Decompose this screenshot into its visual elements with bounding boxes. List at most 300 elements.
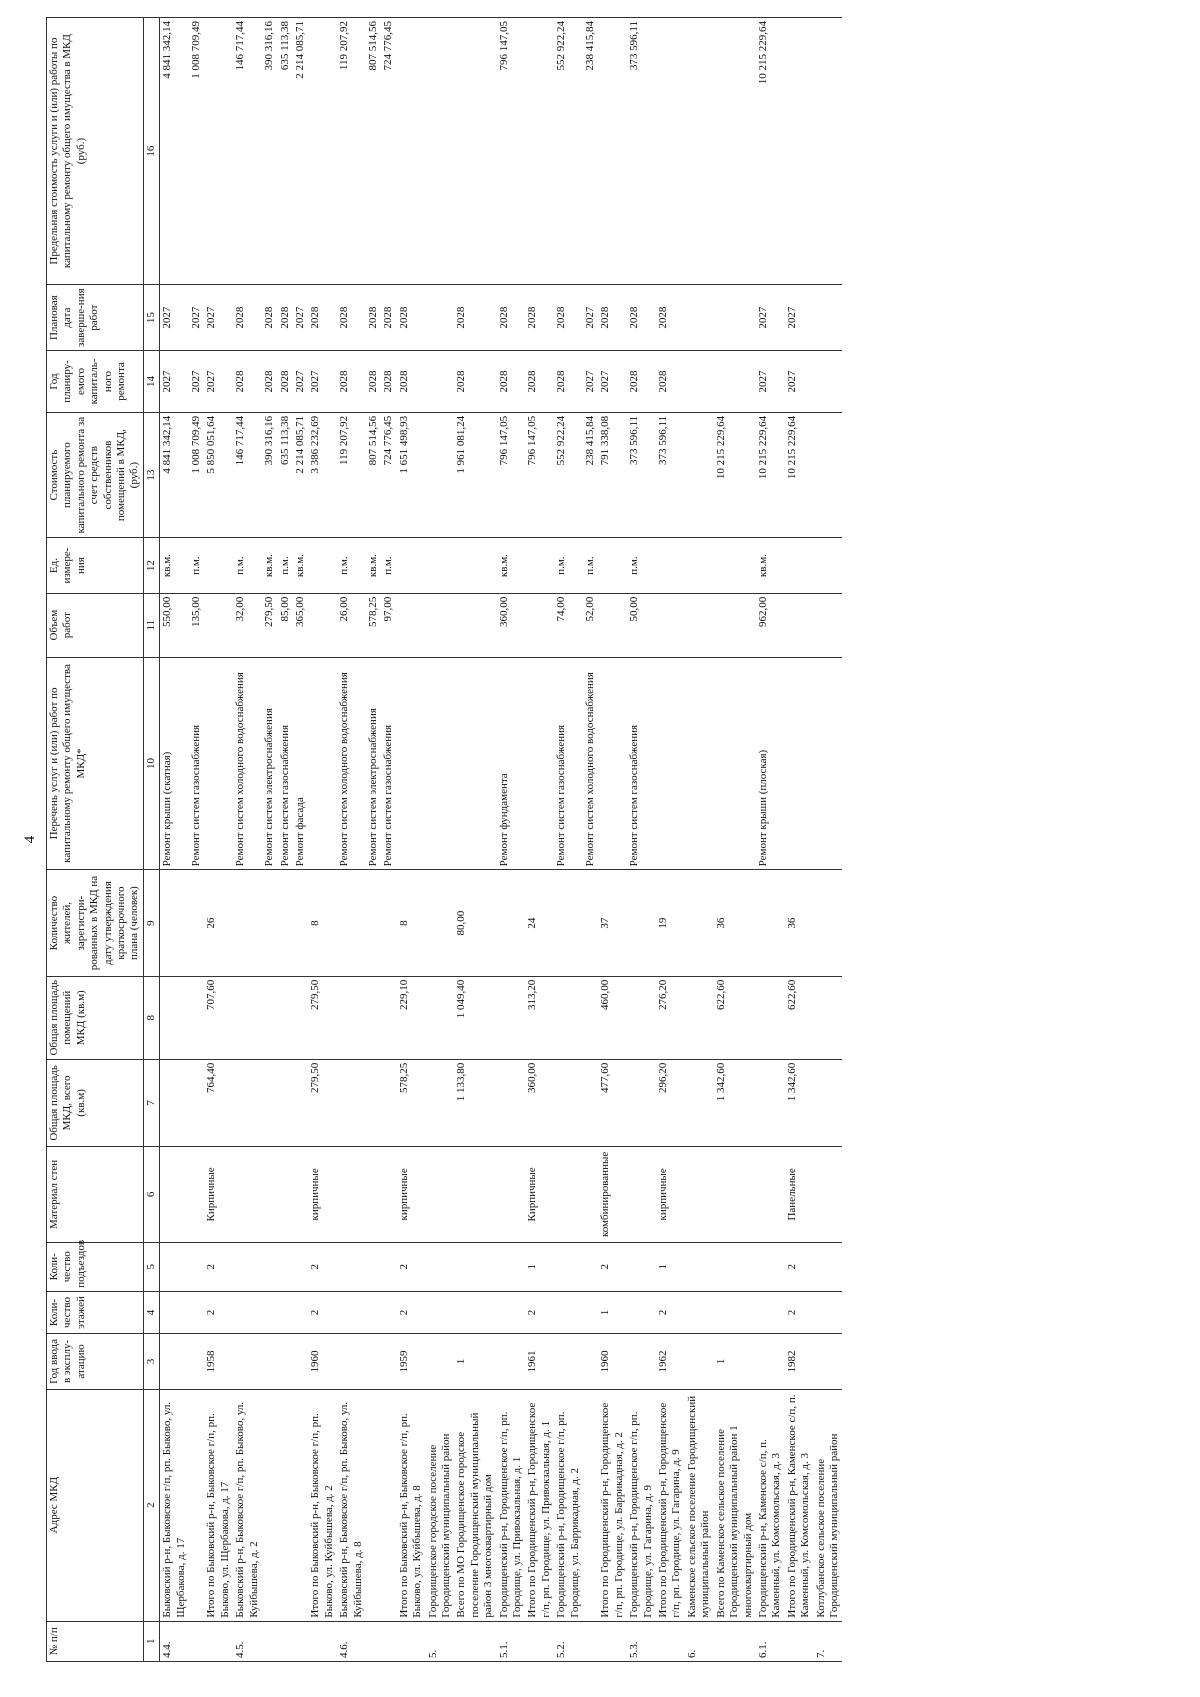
table-cell <box>685 593 714 657</box>
table-cell: 2 214 085,71 <box>293 412 308 538</box>
table-cell <box>497 1334 526 1389</box>
table-cell: 2028 <box>454 285 496 351</box>
table-row <box>337 18 366 1662</box>
table-cell <box>554 976 583 1059</box>
table-cell <box>189 1059 204 1146</box>
table-cell: 1 133,80 <box>454 1059 496 1146</box>
table-cell <box>497 1147 526 1243</box>
table-row <box>583 18 598 1662</box>
table-cell: 7. <box>814 1621 843 1661</box>
table-cell: п.м. <box>233 538 262 593</box>
table-cell: 2027 <box>160 285 189 351</box>
table-cell: 2027 <box>785 285 814 351</box>
table-cell <box>814 657 843 870</box>
table-cell: Итого по Быковский р-н, Быковское г/п, рп. Быково, ул. Куйбышева, д. 8 <box>397 1389 426 1621</box>
table-cell: 3 386 232,69 <box>308 412 337 538</box>
table-cell: 4.5. <box>233 1621 262 1661</box>
table-cell: 26 <box>204 870 233 976</box>
table-cell: 477,60 <box>598 1059 627 1146</box>
table-cell <box>685 18 714 285</box>
table-row <box>598 18 627 1662</box>
table-cell: 238 415,84 <box>583 412 598 538</box>
table-cell: 1960 <box>598 1334 627 1389</box>
table-cell <box>583 1621 598 1661</box>
table-cell <box>381 870 396 976</box>
table-cell: кирпичные <box>656 1147 685 1243</box>
table-cell <box>293 1334 308 1389</box>
table-cell: 135,00 <box>189 593 204 657</box>
table-cell <box>598 593 627 657</box>
table-cell: Итого по Городищенский р-н, Городищенское г/п, рп. Городище, ул. Баррикадная, д. 2 <box>598 1389 627 1621</box>
table-cell: п.м. <box>627 538 656 593</box>
table-cell <box>814 538 843 593</box>
table-cell <box>814 18 843 285</box>
table-cell <box>714 351 756 413</box>
table-cell: Городищенский р-н, Городищенское г/п, рп. Городище, ул. Баррикадная, д. 2 <box>554 1389 583 1621</box>
table-cell: 1 342,60 <box>714 1059 756 1146</box>
table-cell: Ремонт систем холодного водоснабжения <box>233 657 262 870</box>
table-cell: 2028 <box>278 285 293 351</box>
table-cell: 360,00 <box>497 593 526 657</box>
table-cell <box>814 976 843 1059</box>
table-cell <box>160 1059 189 1146</box>
table-cell <box>426 1291 455 1334</box>
table-cell <box>278 976 293 1059</box>
page-number: 4 <box>22 835 38 844</box>
rotated-landscape-sheet <box>16 17 1166 1662</box>
table-cell <box>454 1147 496 1243</box>
table-cell: 2027 <box>756 351 785 413</box>
table-cell <box>308 657 337 870</box>
table-row <box>685 18 714 1662</box>
table-cell <box>685 1147 714 1243</box>
table-cell: 313,20 <box>525 976 554 1059</box>
table-cell <box>627 1059 656 1146</box>
table-cell: Ремонт систем газоснабжения <box>189 657 204 870</box>
table-cell <box>685 976 714 1059</box>
table-cell <box>656 538 685 593</box>
table-cell: Городищенский р-н, Городищенское г/п, рп. Городище, ул. Привокзальная, д. 1 <box>497 1389 526 1621</box>
table-cell: 5.2. <box>554 1621 583 1661</box>
table-cell <box>525 1621 554 1661</box>
table-cell: 2028 <box>627 351 656 413</box>
table-cell <box>381 1147 396 1243</box>
table-cell: 796 147,05 <box>525 412 554 538</box>
table-cell: 2028 <box>366 285 381 351</box>
table-cell <box>497 1291 526 1334</box>
table-cell: Ремонт систем холодного водоснабжения <box>337 657 366 870</box>
table-cell: кв.м. <box>366 538 381 593</box>
table-cell: Итого по Городищенский р-н, Каменское с/п, п. Каменный, ул. Комсомольская, д. 3 <box>785 1389 814 1621</box>
table-cell <box>160 1334 189 1389</box>
table-cell: 229,10 <box>397 976 426 1059</box>
table-cell: 2028 <box>337 285 366 351</box>
table-row <box>656 18 685 1662</box>
table-cell: 1 049,40 <box>454 976 496 1059</box>
table-cell <box>714 18 756 285</box>
table-cell <box>204 18 233 285</box>
table-cell: 373 596,11 <box>656 412 685 538</box>
table-cell <box>525 593 554 657</box>
table-cell: Ремонт фундамента <box>497 657 526 870</box>
table-cell <box>204 657 233 870</box>
table-cell: 2 <box>525 1291 554 1334</box>
table-cell <box>278 1334 293 1389</box>
table-cell: Быковский р-н, Быковское г/п, рп. Быково, ул. Щербакова, д. 17 <box>160 1389 189 1621</box>
table-cell <box>189 1621 204 1661</box>
table-cell: 6. <box>685 1621 714 1661</box>
table-cell: Итого по Городищенский р-н, Городищенское г/п, рп. Городище, ул. Гагарина, д. 9 <box>656 1389 685 1621</box>
table-cell <box>525 657 554 870</box>
table-cell: 707,60 <box>204 976 233 1059</box>
table-cell <box>454 593 496 657</box>
table-cell <box>426 1334 455 1389</box>
table-cell: кв.м. <box>293 538 308 593</box>
table-cell <box>814 285 843 351</box>
table-cell: 622,60 <box>785 976 814 1059</box>
table-row <box>293 18 308 1662</box>
table-cell: Итого по Быковский р-н, Быковское г/п, рп. Быково, ул. Куйбышева, д. 2 <box>308 1389 337 1621</box>
table-cell <box>337 1242 366 1291</box>
table-cell <box>278 1621 293 1661</box>
table-cell: Ремонт крыши (плоская) <box>756 657 785 870</box>
table-cell <box>714 657 756 870</box>
table-cell: 4.4. <box>160 1621 189 1661</box>
table-cell: 2 <box>598 1242 627 1291</box>
table-cell: 2028 <box>366 351 381 413</box>
table-cell <box>426 1059 455 1146</box>
table-cell: 1 961 081,24 <box>454 412 496 538</box>
table-cell: 635 113,38 <box>278 412 293 538</box>
table-cell <box>366 1389 381 1621</box>
table-row <box>160 18 189 1662</box>
table-cell: кирпичные <box>397 1147 426 1243</box>
table-cell <box>497 976 526 1059</box>
table-cell <box>756 1291 785 1334</box>
table-cell: 578,25 <box>397 1059 426 1146</box>
header-row <box>47 18 144 1662</box>
table-cell <box>554 1147 583 1243</box>
table-cell: 2028 <box>656 351 685 413</box>
column-number: 3 <box>143 1334 159 1389</box>
column-number-row <box>143 18 159 1662</box>
table-cell: комбинированные <box>598 1147 627 1243</box>
table-cell <box>160 1242 189 1291</box>
table-cell <box>337 976 366 1059</box>
table-cell <box>814 1291 843 1334</box>
table-header <box>47 18 160 1662</box>
table-cell: 1 <box>714 1334 756 1389</box>
table-cell <box>189 1291 204 1334</box>
table-cell <box>233 870 262 976</box>
table-cell <box>656 18 685 285</box>
table-cell <box>497 1242 526 1291</box>
table-cell <box>381 1389 396 1621</box>
column-header-12: Ед. измере-ния <box>47 538 144 593</box>
table-cell: Итого по Быковский р-н, Быковское г/п, рп. Быково, ул. Щербакова, д. 17 <box>204 1389 233 1621</box>
table-cell: Кирпичные <box>525 1147 554 1243</box>
table-cell: 390 316,16 <box>262 412 277 538</box>
table-cell <box>366 1059 381 1146</box>
table-cell <box>189 1389 204 1621</box>
table-cell: 5 850 051,64 <box>204 412 233 538</box>
table-cell: 1 <box>656 1242 685 1291</box>
table-cell: 2 <box>656 1291 685 1334</box>
table-cell <box>814 1059 843 1146</box>
table-cell <box>278 1291 293 1334</box>
table-cell: 2 <box>785 1291 814 1334</box>
table-cell: 2 <box>308 1242 337 1291</box>
table-cell: Ремонт систем газоснабжения <box>627 657 656 870</box>
table-cell: 36 <box>785 870 814 976</box>
table-cell <box>497 870 526 976</box>
table-cell <box>756 976 785 1059</box>
table-cell: 2028 <box>497 351 526 413</box>
table-cell <box>685 351 714 413</box>
table-body <box>160 18 843 1662</box>
table-cell: 390 316,16 <box>262 18 277 285</box>
table-cell <box>293 1059 308 1146</box>
column-header-13: Стоимость планируемого капитального ремонта за счет средств собственников помещений в МКД, (руб.) <box>47 412 144 538</box>
table-cell: 296,20 <box>656 1059 685 1146</box>
table-cell <box>381 1242 396 1291</box>
table-cell <box>454 18 496 285</box>
table-cell: 2028 <box>262 285 277 351</box>
table-cell <box>293 1291 308 1334</box>
table-cell <box>337 1059 366 1146</box>
table-cell <box>814 1147 843 1243</box>
table-cell: 2027 <box>756 285 785 351</box>
table-cell <box>397 538 426 593</box>
table-cell <box>785 18 814 285</box>
column-number: 5 <box>143 1242 159 1291</box>
table-cell: п.м. <box>381 538 396 593</box>
table-cell <box>583 976 598 1059</box>
table-cell: 2027 <box>189 285 204 351</box>
table-cell: Городищенский р-н, Городищенское г/п, рп. Городище, ул. Гагарина, д. 9 <box>627 1389 656 1621</box>
table-cell: Ремонт систем электроснабжения <box>262 657 277 870</box>
table-cell <box>204 593 233 657</box>
table-cell: 460,00 <box>598 976 627 1059</box>
table-cell <box>583 1059 598 1146</box>
table-cell: 2027 <box>189 351 204 413</box>
table-cell: кв.м. <box>262 538 277 593</box>
table-cell <box>554 1242 583 1291</box>
table-cell <box>293 976 308 1059</box>
table-cell <box>756 1334 785 1389</box>
table-cell: 146 717,44 <box>233 412 262 538</box>
table-cell: 2028 <box>308 285 337 351</box>
table-cell <box>656 593 685 657</box>
table-cell: 622,60 <box>714 976 756 1059</box>
table-cell: 2028 <box>554 285 583 351</box>
table-cell <box>366 1621 381 1661</box>
table-cell <box>627 870 656 976</box>
table-cell: 1 <box>525 1242 554 1291</box>
table-cell <box>685 538 714 593</box>
table-cell <box>454 1621 496 1661</box>
table-cell: 2028 <box>525 351 554 413</box>
table-cell: Ремонт систем газоснабжения <box>381 657 396 870</box>
table-cell: 791 338,08 <box>598 412 627 538</box>
table-row <box>756 18 785 1662</box>
table-row <box>308 18 337 1662</box>
table-cell <box>262 1242 277 1291</box>
table-cell <box>337 1147 366 1243</box>
table-row <box>714 18 756 1662</box>
table-cell <box>685 1334 714 1389</box>
table-cell <box>160 1291 189 1334</box>
table-cell: 24 <box>525 870 554 976</box>
table-row <box>426 18 455 1662</box>
table-cell <box>278 1147 293 1243</box>
table-cell: 2028 <box>656 285 685 351</box>
table-cell <box>262 1059 277 1146</box>
table-cell <box>627 1147 656 1243</box>
table-cell <box>381 1291 396 1334</box>
table-cell <box>685 657 714 870</box>
table-cell <box>497 1059 526 1146</box>
table-cell <box>397 1621 426 1661</box>
table-cell <box>454 657 496 870</box>
table-row <box>381 18 396 1662</box>
table-cell: 8 <box>397 870 426 976</box>
table-cell: 578,25 <box>366 593 381 657</box>
table-cell <box>233 976 262 1059</box>
table-cell: 10 215 229,64 <box>756 18 785 285</box>
table-cell <box>262 1291 277 1334</box>
table-cell <box>397 657 426 870</box>
table-cell: 552 922,24 <box>554 412 583 538</box>
table-cell: Итого по Городищенский р-н, Городищенское г/п, рп. Городище, ул. Привокзальная, д. 1 <box>525 1389 554 1621</box>
table-cell <box>785 657 814 870</box>
table-row <box>189 18 204 1662</box>
table-cell: 2 <box>204 1242 233 1291</box>
table-cell: 807 514,56 <box>366 18 381 285</box>
table-cell <box>308 593 337 657</box>
table-cell: 74,00 <box>554 593 583 657</box>
table-cell: Каменское сельское поселение Городищенский муниципальный район <box>685 1389 714 1621</box>
table-cell <box>583 870 598 976</box>
table-cell: п.м. <box>337 538 366 593</box>
table-cell: 2027 <box>293 351 308 413</box>
table-row <box>278 18 293 1662</box>
table-cell <box>308 1621 337 1661</box>
table-cell <box>598 1621 627 1661</box>
table-cell: 807 514,56 <box>366 412 381 538</box>
table-cell: 119 207,92 <box>337 18 366 285</box>
table-cell <box>262 1147 277 1243</box>
table-row <box>204 18 233 1662</box>
table-cell: 19 <box>656 870 685 976</box>
table-cell: кв.м. <box>497 538 526 593</box>
table-cell: 6.1. <box>756 1621 785 1661</box>
table-cell: 1962 <box>656 1334 685 1389</box>
table-cell <box>583 1291 598 1334</box>
table-cell <box>278 1389 293 1621</box>
table-row <box>262 18 277 1662</box>
table-cell <box>293 1621 308 1661</box>
table-cell <box>278 870 293 976</box>
table-cell <box>426 976 455 1059</box>
table-cell: 796 147,05 <box>497 412 526 538</box>
table-cell <box>814 1334 843 1389</box>
table-cell: 10 215 229,64 <box>785 412 814 538</box>
table-cell: 2028 <box>278 351 293 413</box>
table-cell: 1 008 709,49 <box>189 412 204 538</box>
capital-repair-plan-table <box>46 17 842 1662</box>
table-cell <box>160 1147 189 1243</box>
column-number: 10 <box>143 657 159 870</box>
column-header-6: Материал стен <box>47 1147 144 1243</box>
table-cell <box>598 18 627 285</box>
table-cell: 2 <box>785 1242 814 1291</box>
table-cell: 8 <box>308 870 337 976</box>
table-cell <box>756 1147 785 1243</box>
table-cell: 2 <box>308 1291 337 1334</box>
table-cell: п.м. <box>583 538 598 593</box>
table-row <box>814 18 843 1662</box>
table-cell <box>189 1242 204 1291</box>
table-cell: 2028 <box>262 351 277 413</box>
column-header-10: Перечень услуг и (или) работ по капитальному ремонту общего имущества МКД* <box>47 657 144 870</box>
table-cell: Всего по МО Городищенское городское поселение Городищенский муниципальный район 3 многоквартирный дом <box>454 1389 496 1621</box>
table-cell: 550,00 <box>160 593 189 657</box>
table-cell: 2027 <box>293 285 308 351</box>
table-cell: 1959 <box>397 1334 426 1389</box>
table-cell: 2028 <box>337 351 366 413</box>
table-cell: Ремонт фасада <box>293 657 308 870</box>
table-cell <box>204 538 233 593</box>
table-cell <box>262 1334 277 1389</box>
table-cell: 2 <box>397 1242 426 1291</box>
column-header-7: Общая площадь МКД, всего (кв.м) <box>47 1059 144 1146</box>
table-cell: 4 841 342,14 <box>160 18 189 285</box>
table-cell <box>814 1242 843 1291</box>
table-cell: 276,20 <box>656 976 685 1059</box>
table-cell <box>233 1334 262 1389</box>
table-cell: 4.6. <box>337 1621 366 1661</box>
table-cell <box>426 1147 455 1243</box>
column-number: 7 <box>143 1059 159 1146</box>
table-cell: п.м. <box>554 538 583 593</box>
table-cell <box>714 285 756 351</box>
table-cell: 10 215 229,64 <box>756 412 785 538</box>
table-cell <box>627 976 656 1059</box>
table-cell <box>554 1334 583 1389</box>
table-cell: Быковский р-н, Быковское г/п, рп. Быково, ул. Куйбышева, д. 2 <box>233 1389 262 1621</box>
table-cell: 1960 <box>308 1334 337 1389</box>
table-cell <box>233 1291 262 1334</box>
table-cell <box>262 870 277 976</box>
column-number: 2 <box>143 1389 159 1621</box>
table-cell: 2028 <box>598 285 627 351</box>
table-cell: Панельные <box>785 1147 814 1243</box>
table-cell <box>293 1242 308 1291</box>
table-cell: Ремонт систем газоснабжения <box>554 657 583 870</box>
table-cell <box>454 1242 496 1291</box>
table-cell: кв.м. <box>160 538 189 593</box>
table-cell: Ремонт систем электроснабжения <box>366 657 381 870</box>
table-cell <box>814 593 843 657</box>
column-number: 6 <box>143 1147 159 1243</box>
table-cell <box>426 657 455 870</box>
table-cell: 85,00 <box>278 593 293 657</box>
table-cell: 2028 <box>397 285 426 351</box>
table-cell: 796 147,05 <box>497 18 526 285</box>
table-cell: 2028 <box>554 351 583 413</box>
table-cell <box>454 1291 496 1334</box>
